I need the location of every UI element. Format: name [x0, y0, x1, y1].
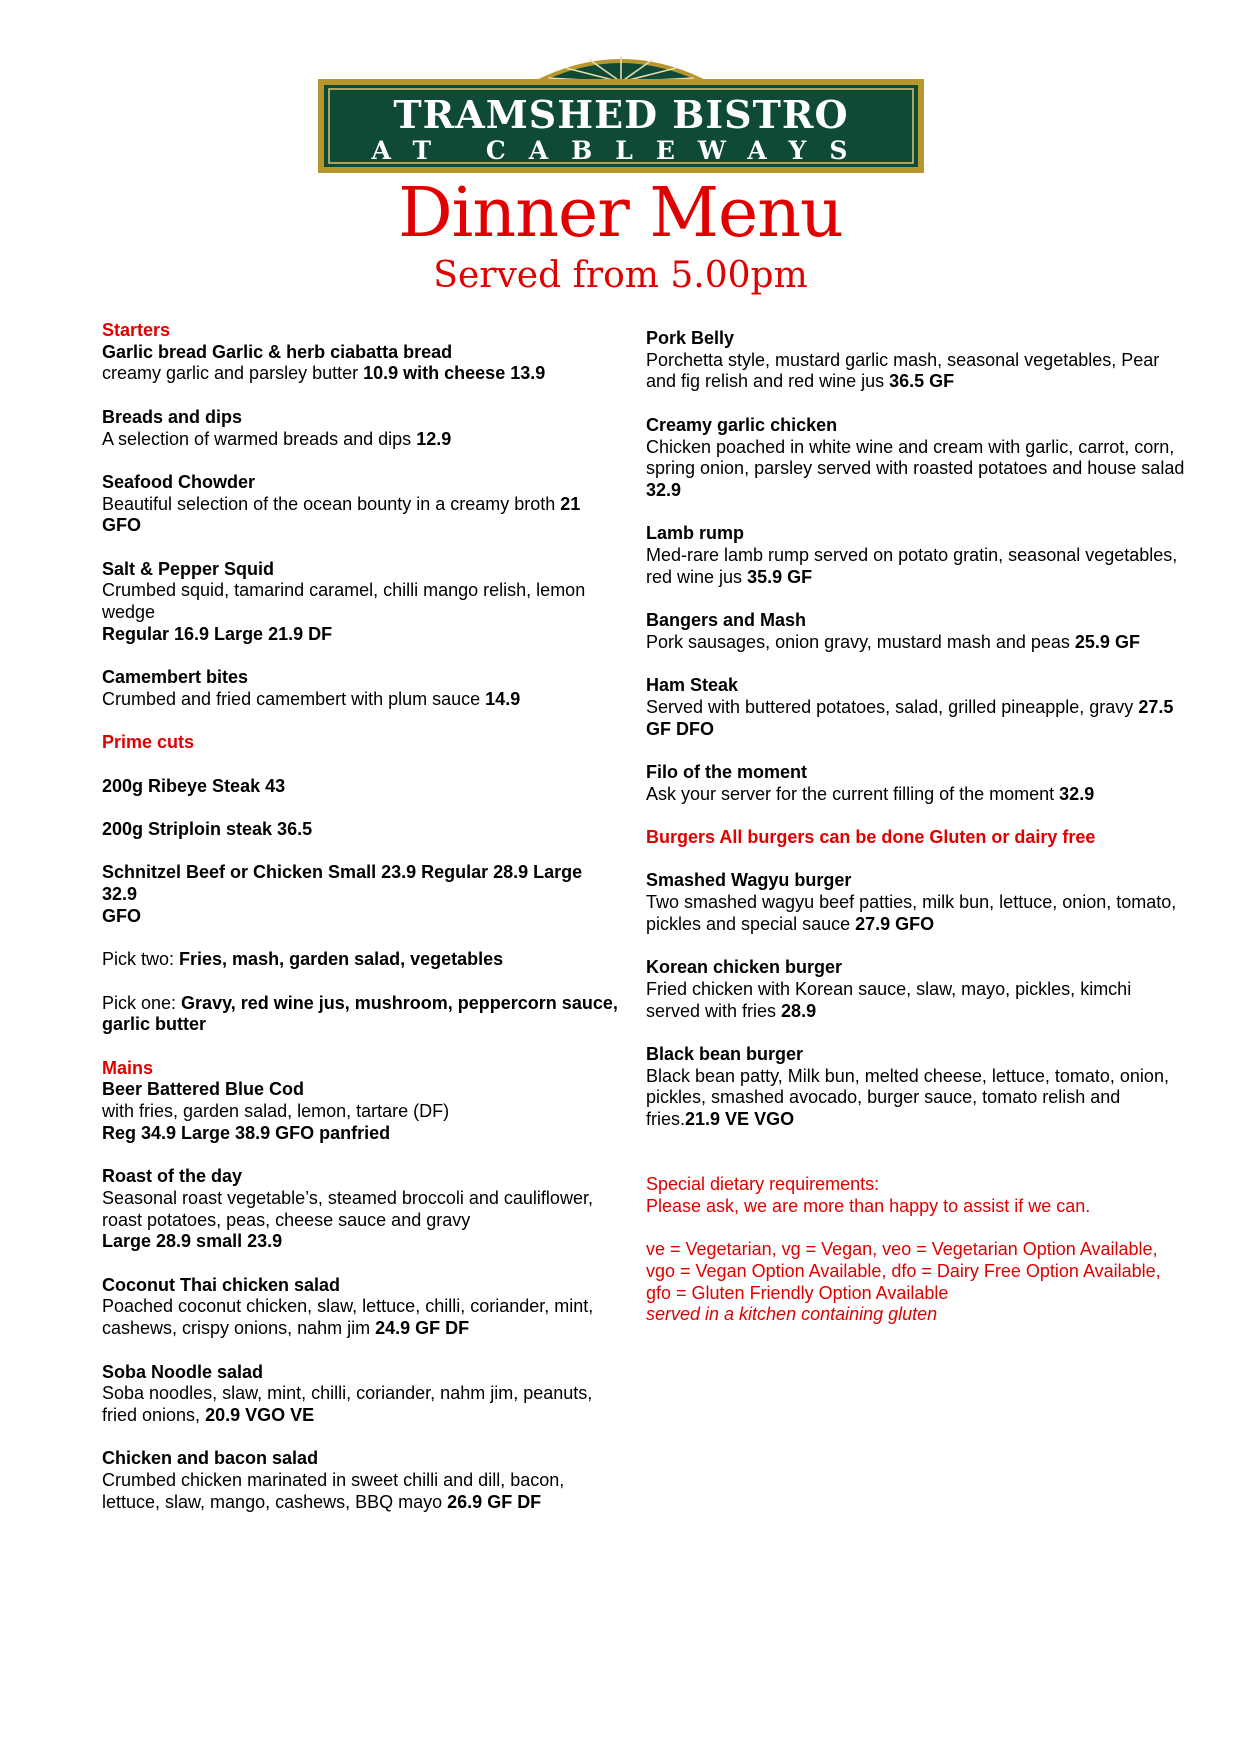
item-desc: Seasonal roast vegetable’s, steamed broccoli and cauliflower, roast potatoes, peas, cheese sauce and gravy: [102, 1187, 593, 1230]
item-desc: Ask your server for the current filling of the moment: [646, 783, 1060, 804]
item-name: Filo of the moment: [646, 761, 807, 782]
item-desc: Crumbed squid, tamarind caramel, chilli mango relish, lemon wedge: [102, 580, 586, 623]
item-price: 21: [560, 493, 581, 514]
section-heading-starters: Starters: [102, 320, 171, 340]
dietary-notes: [646, 1174, 1186, 1326]
item-name: Camembert bites: [102, 667, 249, 688]
logo-line1: TRAMSHED BISTRO: [393, 92, 849, 137]
dietary-line1: Special dietary requirements:: [646, 1174, 880, 1195]
item-name: Chicken and bacon salad: [102, 1448, 319, 1469]
item-desc: Beautiful selection of the ocean bounty in a creamy broth: [102, 493, 561, 514]
item-price: 32.9: [646, 479, 682, 500]
item-name: Bangers and Mash: [646, 610, 807, 631]
menu-item-ribeye: 200g Ribeye Steak 43: [102, 775, 286, 796]
menu-item: [646, 1044, 1186, 1131]
item-name: Breads and dips: [102, 406, 243, 427]
item-price: 36.5 GF: [889, 371, 955, 392]
right-column: [646, 328, 1186, 1326]
menu-item: [102, 342, 622, 385]
menu-item: [102, 472, 622, 537]
item-price: 26.9 GF DF: [447, 1491, 542, 1512]
item-desc: Med-rare lamb rump served on potato gratin, seasonal vegetables, red wine jus: [646, 545, 1178, 587]
item-desc: creamy garlic and parsley butter: [102, 363, 364, 384]
item-name: Korean chicken burger: [646, 957, 843, 978]
tramshed-bistro-logo: [318, 48, 924, 174]
item-name: Garlic bread Garlic & herb ciabatta bread: [102, 341, 453, 362]
menu-item: [646, 415, 1186, 502]
pick-two-label: Pick two:: [102, 949, 180, 970]
pick-one: [102, 993, 622, 1036]
dietary-legend1: ve = Vegetarian, vg = Vegan, veo = Vegetarian Option Available,: [646, 1239, 1158, 1260]
item-desc: Chicken poached in white wine and cream with garlic, carrot, corn, spring onion, parsley served with roasted potatoes and house salad: [646, 436, 1185, 479]
menu-item-striploin: 200g Striploin steak 36.5: [102, 819, 313, 840]
dietary-legend4: served in a kitchen containing gluten: [646, 1304, 938, 1325]
item-name: Smashed Wagyu burger: [646, 870, 852, 891]
item-name: Soba Noodle salad: [102, 1361, 264, 1382]
menu-item: [102, 1448, 622, 1513]
item-price: Reg 34.9 Large 38.9 GFO panfried: [102, 1122, 391, 1143]
item-name: Beer Battered Blue Cod: [102, 1079, 305, 1100]
item-price: 27.9 GFO: [855, 913, 935, 934]
menu-item: [102, 1079, 622, 1144]
menu-item: [646, 610, 1186, 653]
dietary-line2: Please ask, we are more than happy to assist if we can.: [646, 1195, 1091, 1216]
item-name: Seafood Chowder: [102, 471, 256, 492]
item-desc: Fried chicken with Korean sauce, slaw, mayo, pickles, kimchi served with fries: [646, 978, 1132, 1021]
item-price: 20.9 VGO VE: [205, 1404, 315, 1425]
left-column: [102, 320, 622, 1513]
item-desc: Soba noodles, slaw, mint, chilli, coriander, nahm jim, peanuts, fried onions,: [102, 1383, 593, 1425]
section-heading-prime-cuts: Prime cuts: [102, 732, 195, 753]
section-heading-burgers: Burgers All burgers can be done Gluten or dairy free: [646, 827, 1096, 848]
item-price: 14.9: [485, 688, 521, 709]
dietary-legend3: gfo = Gluten Friendly Option Available: [646, 1282, 949, 1303]
item-name: Black bean burger: [646, 1044, 804, 1065]
menu-item: [102, 559, 622, 646]
menu-item: [102, 407, 622, 450]
item-desc: Served with buttered potatoes, salad, grilled pineapple, gravy: [646, 696, 1139, 717]
menu-item-schnitzel: Schnitzel Beef or Chicken Small 23.9 Regular 28.9 Large 32.9: [102, 862, 583, 905]
item-price: 12.9: [416, 428, 452, 449]
item-price: 10.9 with cheese 13.9: [363, 363, 546, 384]
menu-item: [102, 1166, 622, 1253]
item-desc: Porchetta style, mustard garlic mash, seasonal vegetables, Pear and fig relish and red wine jus: [646, 349, 1160, 392]
menu-item: [646, 675, 1186, 740]
item-desc: A selection of warmed breads and dips: [102, 428, 417, 449]
menu-item: [102, 667, 622, 710]
item-desc: with fries, garden salad, lemon, tartare (DF): [102, 1101, 450, 1122]
pick-one-label: Pick one:: [102, 992, 182, 1013]
menu-item: [646, 957, 1186, 1022]
item-name: Pork Belly: [646, 328, 735, 348]
menu-item: [646, 762, 1186, 805]
menu-item: [646, 523, 1186, 588]
page-subtitle: Served from 5.00pm: [433, 255, 808, 296]
item-desc: Two smashed wagyu beef patties, milk bun, lettuce, onion, tomato, pickles and special sauce: [646, 892, 1177, 934]
item-price: 28.9: [781, 1000, 817, 1021]
dietary-legend2: vgo = Vegan Option Available, dfo = Dairy Free Option Available,: [646, 1261, 1161, 1282]
item-price: 24.9 GF DF: [375, 1318, 470, 1339]
section-heading-mains: Mains: [102, 1057, 154, 1078]
item-price: 27.5 GF DFO: [646, 696, 1174, 739]
item-tag: GFO: [102, 905, 141, 926]
item-name: Lamb rump: [646, 523, 745, 544]
item-desc: Crumbed chicken marinated in sweet chilli and dill, bacon, lettuce, slaw, mango, cashews, BBQ mayo: [102, 1470, 565, 1512]
menu-item: [646, 870, 1186, 935]
item-price: Regular 16.9 Large 21.9 DF: [102, 623, 333, 644]
menu-item: [102, 1362, 622, 1427]
item-price: 35.9 GF: [747, 566, 813, 587]
item-price: 32.9: [1059, 783, 1095, 804]
item-desc: Black bean patty, Milk bun, melted cheese, lettuce, tomato, onion, pickles, smashed avocado, burger sauce, tomato relish and fries.: [646, 1065, 1169, 1130]
pick-two-options: Fries, mash, garden salad, vegetables: [179, 949, 504, 970]
item-price: 25.9 GF: [1074, 631, 1140, 652]
menu-item: [102, 1275, 622, 1340]
logo-line2: AT CABLEWAYS: [371, 136, 871, 165]
item-price: Large 28.9 small 23.9: [102, 1231, 283, 1252]
item-name: Roast of the day: [102, 1166, 243, 1187]
item-desc: Poached coconut chicken, slaw, lettuce, chilli, coriander, mint, cashews, crispy onions, nahm jim: [102, 1296, 594, 1339]
menu-item: [646, 328, 1186, 393]
item-name: Ham Steak: [646, 675, 739, 696]
item-name: Creamy garlic chicken: [646, 414, 838, 435]
pick-one-options: Gravy, red wine jus, mushroom, peppercorn sauce, garlic butter: [102, 992, 618, 1035]
page-title: Dinner Menu: [398, 174, 843, 253]
item-name: Coconut Thai chicken salad: [102, 1274, 341, 1295]
item-name: Salt & Pepper Squid: [102, 558, 275, 579]
item-price: 21.9 VE VGO: [685, 1109, 795, 1130]
item-desc: Crumbed and fried camembert with plum sauce: [102, 688, 486, 709]
pick-two: [102, 949, 622, 971]
item-tag: GFO: [102, 515, 141, 536]
item-desc: Pork sausages, onion gravy, mustard mash and peas: [646, 631, 1075, 652]
